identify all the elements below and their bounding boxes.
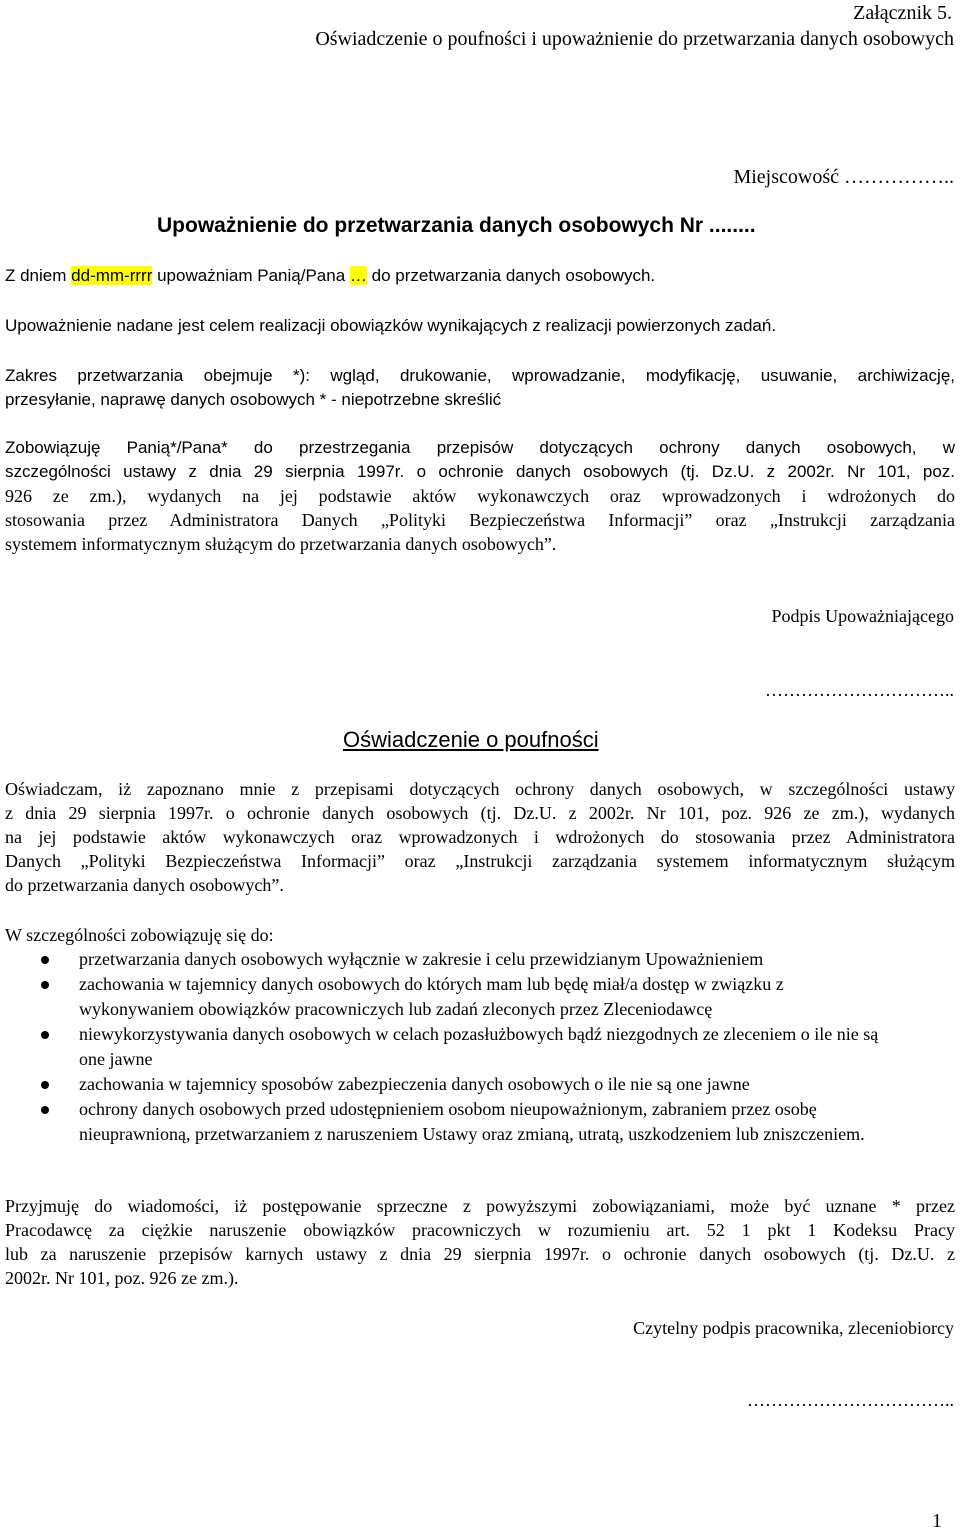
employee-signature-line: …………………………….. [747,1390,954,1410]
obligation-text-line: szczególności ustawy z dnia 29 sierpnia 1997r. o ochronie danych osobowych (tj. Dz.U. z 2002r. Nr 101, poz. [5,462,955,481]
obligations-intro: W szczególności zobowiązuję się do: [5,925,274,945]
consequence-text-line: Pracodawcę za ciężkie naruszenie obowiązków pracowniczych w rozumieniu art. 52 1 pkt 1 Kodeksu Pracy [5,1220,955,1240]
authorization-title: Upoważnienie do przetwarzania danych osobowych Nr ........ [157,214,756,237]
date-prefix: Z dniem [5,266,67,285]
scope-text-line: przesyłanie, naprawę danych osobowych * - niepotrzebne skreślić [5,390,502,409]
obligation-text-line: 926 ze zm.), wydanych na jej podstawie aktów wykonawczych oraz wprowadzonych i wdrożonych do [5,486,955,506]
obligations-list [5,947,885,1147]
authorizer-signature-label: Podpis Upoważniającego [771,606,954,626]
page-number: 1 [932,1510,942,1532]
list-item [5,1072,885,1097]
purpose-text: Upoważnienie nadane jest celem realizacji obowiązków wynikających z realizacji powierzonych zadań. [5,316,777,335]
statement-text-line: z dnia 29 sierpnia 1997r. o ochronie danych osobowych (tj. Dz.U. z 2002r. Nr 101, poz. 926 ze zm.), wydanych [5,803,955,823]
statement-text-line: Danych „Polityki Bezpieczeństwa Informacji” oraz „Instrukcji zarządzania systemem informatycznym służącym [5,851,955,871]
bullet-icon [41,1081,49,1089]
scope-text-line: Zakres przetwarzania obejmuje *): wgląd, drukowanie, wprowadzanie, modyfikację, usuwanie, archiwizację, [5,366,955,385]
statement-text-line: na jej podstawie aktów wykonawczych oraz wprowadzonych i wdrożonych do stosowania przez Administratora [5,827,955,847]
list-item [5,1097,885,1147]
obligation-text-line: systemem informatycznym służącym do przetwarzania danych osobowych”. [5,534,557,554]
date-suffix: do przetwarzania danych osobowych. [371,266,656,285]
bullet-icon [41,956,49,964]
consequence-text-line: Przyjmuję do wiadomości, iż postępowanie sprzeczne z powyższymi zobowiązaniami, może być uznane * przez [5,1196,955,1216]
list-item [5,972,885,1022]
list-item-text: zachowania w tajemnicy sposobów zabezpieczenia danych osobowych o ile nie są one jawne [79,1074,750,1094]
document-subtitle: Oświadczenie o poufności i upoważnienie do przetwarzania danych osobowych [315,28,954,50]
employee-signature-label: Czytelny podpis pracownika, zleceniobiorcy [633,1318,954,1338]
statement-text-line: do przetwarzania danych osobowych”. [5,875,284,895]
bullet-icon [41,1106,49,1114]
obligation-text-line: Zobowiązuję Panią*/Pana* do przestrzegania przepisów dotyczących ochrony danych osobowych, w [5,438,955,457]
name-prefix: upoważniam Panią/Pana [157,266,346,285]
list-item-text: ochrony danych osobowych przed udostępnieniem osobom nieupoważnionym, zabraniem przez osobę nieuprawnioną, przetwarzaniem z naruszeniem Ustawy oraz zmianą, utratą, uszkodzeniem lub zniszczeniem. [79,1099,865,1144]
list-item-text: zachowania w tajemnicy danych osobowych do których mam lub będę miał/a dostęp w związku z wykonywaniem obowiązków pracowniczych lub zadań zleconych przez Zleceniodawcę [79,974,784,1019]
annex-label: Załącznik 5. [853,2,952,24]
place-field: Miejscowość …………….. [733,166,954,188]
consequence-text-line: 2002r. Nr 101, poz. 926 ze zm.). [5,1268,239,1288]
list-item [5,1022,885,1072]
confidentiality-title: Oświadczenie o poufności [343,727,599,752]
consequence-text-line: lub za naruszenie przepisów karnych ustawy z dnia 29 sierpnia 1997r. o ochronie danych osobowych (tj. Dz.U. z [5,1244,955,1264]
list-item-text: niewykorzystywania danych osobowych w celach pozasłużbowych bądź niezgodnych ze zleceniem o ile nie są one jawne [79,1024,879,1069]
bullet-icon [41,981,49,989]
bullet-icon [41,1031,49,1039]
authorizer-signature-line: ………………………….. [765,680,954,700]
date-line [5,266,655,286]
statement-text-line: Oświadczam, iż zapoznano mnie z przepisami dotyczących ochrony danych osobowych, w szczególności ustawy [5,779,955,799]
date-placeholder[interactable]: dd-mm-rrrr [71,266,153,285]
name-placeholder[interactable]: … [349,266,367,285]
list-item [5,947,885,972]
list-item-text: przetwarzania danych osobowych wyłącznie w zakresie i celu przewidzianym Upoważnieniem [79,949,764,969]
obligation-text-line: stosowania przez Administratora Danych „Polityki Bezpieczeństwa Informacji” oraz „Instrukcji zarządzania [5,510,955,530]
